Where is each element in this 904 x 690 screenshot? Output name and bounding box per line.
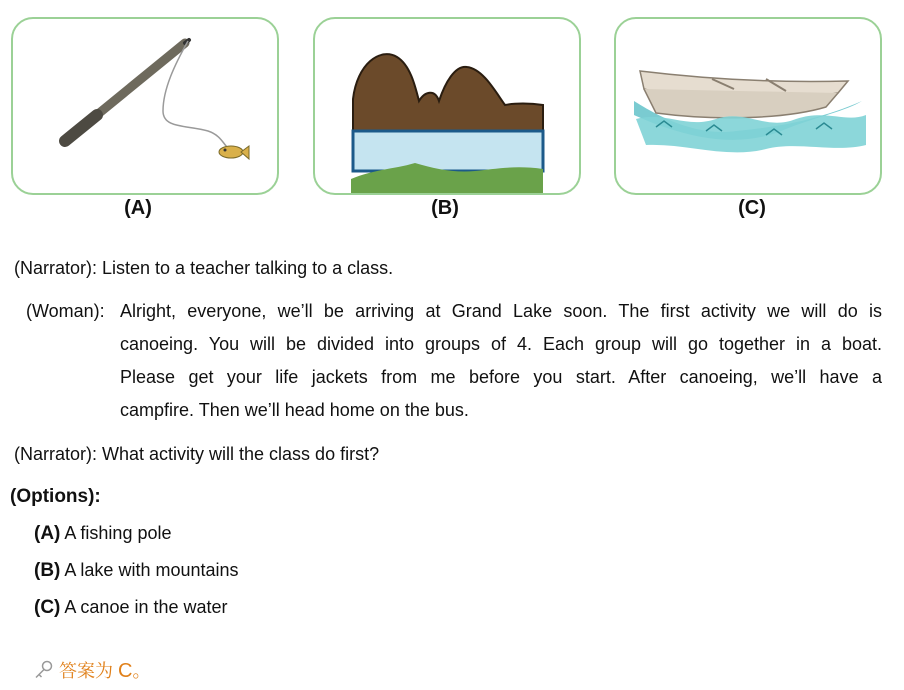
option-letter: (B) <box>34 560 61 581</box>
image-card-a <box>11 17 279 195</box>
option-text: A lake with mountains <box>64 560 239 580</box>
canoe-in-water-image <box>616 19 880 193</box>
option-a <box>34 522 171 545</box>
option-text: A fishing pole <box>64 523 172 543</box>
answer-letter: C <box>118 660 133 682</box>
option-letter: (C) <box>34 597 61 618</box>
image-card-b <box>313 17 581 195</box>
option-text: A canoe in the water <box>64 597 228 617</box>
figure-label-c: (C) <box>738 197 766 219</box>
option-letter: (A) <box>34 523 61 544</box>
woman-line: campfire. Then we’ll head home on the bus. <box>120 400 469 420</box>
narrator-question: (Narrator): What activity will the class do first? <box>14 444 380 464</box>
fishing-pole-image <box>13 19 277 193</box>
woman-line: Please get your life jackets from me before you start. After canoeing, we’ll have a <box>120 367 882 387</box>
image-card-c <box>614 17 882 195</box>
answer-prefix: 答案为 <box>59 661 114 681</box>
woman-line: Alright, everyone, we’ll be arriving at Grand Lake soon. The first activity we will do is <box>120 301 882 321</box>
answer-line <box>34 657 150 683</box>
woman-line: canoeing. You will be divided into groups of 4. Each group will go together in a boat. <box>120 334 882 354</box>
options-heading: (Options): <box>10 486 101 507</box>
key-icon <box>34 661 59 681</box>
woman-speaker-label: (Woman): <box>26 301 105 321</box>
option-b <box>34 559 239 582</box>
narrator-intro: (Narrator): Listen to a teacher talking to a class. <box>14 258 394 278</box>
option-c <box>34 596 228 619</box>
figure-label-a: (A) <box>124 197 152 219</box>
figure-label-b: (B) <box>431 197 459 219</box>
answer-suffix: 。 <box>132 661 151 681</box>
lake-mountains-image <box>315 19 579 193</box>
